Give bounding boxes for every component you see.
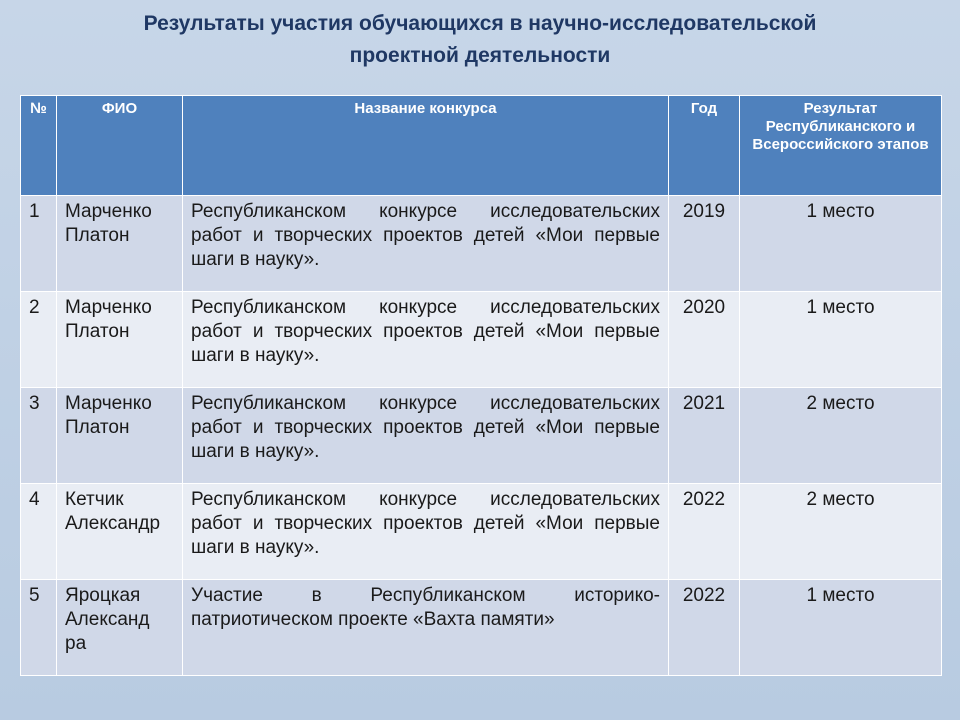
cell-year: 2020 <box>669 292 740 388</box>
cell-num: 1 <box>21 196 57 292</box>
cell-year: 2021 <box>669 388 740 484</box>
page-title <box>40 8 920 72</box>
cell-name: Марченко Платон <box>57 292 183 388</box>
cell-result: 2 место <box>740 388 942 484</box>
cell-num: 3 <box>21 388 57 484</box>
header-contest: Название конкурса <box>183 96 669 196</box>
title-line-1: Результаты участия обучающихся в научно-исследовательской <box>143 12 817 35</box>
header-result: Результат Республиканского и Всероссийского этапов <box>740 96 942 196</box>
cell-num: 2 <box>21 292 57 388</box>
cell-result: 1 место <box>740 292 942 388</box>
table-row <box>21 292 942 388</box>
header-year: Год <box>669 96 740 196</box>
results-table <box>20 95 942 676</box>
header-num: № <box>21 96 57 196</box>
cell-contest: Республиканском конкурсе исследовательских работ и творческих проектов детей «Мои первые шаги в науку». <box>183 388 669 484</box>
cell-contest: Республиканском конкурсе исследовательских работ и творческих проектов детей «Мои первые шаги в науку». <box>183 196 669 292</box>
table-row <box>21 388 942 484</box>
header-name: ФИО <box>57 96 183 196</box>
cell-year: 2019 <box>669 196 740 292</box>
cell-result: 1 место <box>740 580 942 676</box>
cell-result: 1 место <box>740 196 942 292</box>
cell-num: 5 <box>21 580 57 676</box>
cell-contest: Республиканском конкурсе исследовательских работ и творческих проектов детей «Мои первые шаги в науку». <box>183 484 669 580</box>
cell-year: 2022 <box>669 484 740 580</box>
cell-year: 2022 <box>669 580 740 676</box>
table-header-row <box>21 96 942 196</box>
cell-name: Марченко Платон <box>57 196 183 292</box>
cell-contest: Участие в Республиканском историко-патриотическом проекте «Вахта памяти» <box>183 580 669 676</box>
cell-contest: Республиканском конкурсе исследовательских работ и творческих проектов детей «Мои первые шаги в науку». <box>183 292 669 388</box>
table-row <box>21 484 942 580</box>
cell-name: Яроцкая Александ ра <box>57 580 183 676</box>
cell-result: 2 место <box>740 484 942 580</box>
table-row <box>21 196 942 292</box>
cell-name: Марченко Платон <box>57 388 183 484</box>
cell-name: Кетчик Александр <box>57 484 183 580</box>
cell-num: 4 <box>21 484 57 580</box>
title-line-2: проектной деятельности <box>349 44 611 67</box>
table-row <box>21 580 942 676</box>
